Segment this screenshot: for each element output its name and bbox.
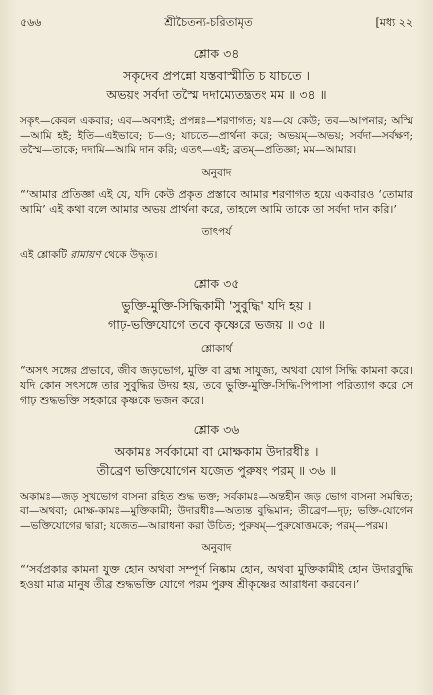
verse-36-line-1: অকামঃ সর্বকামো বা মোক্ষকাম উদারধীঃ । (114, 443, 319, 459)
verse-34-line-1: সকৃদেব প্রপন্নো যস্তবাস্মীতি চ যাচতে । (123, 68, 310, 83)
verse-34-purport-heading: তাৎপর্য (201, 225, 232, 238)
verse-34-line-2: অভয়ং সর্বদা তস্মৈ দদাম্যেতদ্ব্রতং মম ॥ ৩৪ ॥ (106, 87, 327, 102)
running-header (20, 14, 413, 32)
verse-36-translation-heading: অনুবাদ (201, 542, 232, 554)
chapter-marker: [মধ্য ২২ (375, 16, 413, 29)
verse-34-translation: “‘আমার প্রতিজ্ঞা এই যে, যদি কেউ প্রকৃত প্রস্তাবে আমার শরণাগত হয়ে একবারও ‘তোমার আমি’ এই কথা বলে আমার অভয় প্রার্থনা করে, তাহলে আমি তাকে তা সর্বদা দান করি।’ (20, 187, 413, 216)
verse-36 (20, 422, 413, 593)
verse-35-heading: শ্লোক ৩৫ (193, 275, 240, 291)
verse-34-purport: এই শ্লোকটি রামায়ণ থেকে উদ্ধৃত। (20, 248, 158, 261)
verse-34-word-meanings: সকৃৎ—কেবল একবার; এব—অবশ্যই; প্রপন্নঃ—শরণাগত; যঃ—যে কেউ; তব—আপনার; অস্মি—আমি হই; ইতি—এইভাবে; চ—ও; যাচতে—প্রার্থনা করে; অভয়ম্—অভয়; সর্বদা—সর্বক্ষণ; তস্মৈ—তাকে; দদামি—আমি দান করি; এতৎ—এই; ব্রতম্—প্রতিজ্ঞা; মম—আমার। (20, 115, 413, 156)
verse-34-heading: শ্লোক ৩৪ (193, 46, 240, 61)
verse-36-translation: “‘সর্বপ্রকার কামনা যুক্ত হোন অথবা সম্পূর্ণ নিষ্কাম হোন, অথবা মুক্তিকামীই হোন উদারবুদ্ধি হওয়া মাত্র মানুষ তীব্র শুদ্ধভক্তি যোগে পরম পুরুষ শ্রীকৃষ্ণের আরাধনা করবেন।’ (20, 563, 413, 591)
verse-35-line-2: গাঢ়-ভক্তিযোগে তবে কৃষ্ণেরে ভজয় ॥ ৩৫ ॥ (108, 316, 325, 332)
verse-36-line-2: তীব্রেণ ভক্তিযোগেন যজেত পুরুষং পরম্ ॥ ৩৬ ॥ (96, 462, 337, 478)
verse-35-translation-heading: শ্লোকার্থ (200, 342, 233, 355)
verse-35-translation: “অসৎ সঙ্গের প্রভাবে, জীব জড়ভোগ, মুক্তি বা ব্রহ্ম সাযুজ্য, অথবা যোগ সিদ্ধি কামনা করে। যদি কোন সৎসঙ্গে তার সুবুদ্ধির উদয় হয়, তবে ভুক্তি-মুক্তি-সিদ্ধি-পিপাসা পরিত্যাগ করে সে গাঢ় শুদ্ধভক্তি সহকারে কৃষ্ণকে ভজন করে। (20, 363, 413, 407)
verse-36-heading: শ্লোক ৩৬ (193, 421, 240, 437)
page-number: ৫৬৬ (20, 16, 42, 29)
verse-35-line-1: ভুক্তি-মুক্তি-সিদ্ধিকামী 'সুবুদ্ধি' যদি হয় । (121, 297, 312, 313)
verse-35 (20, 276, 413, 408)
verse-34-translation-heading: অনুবাদ (201, 166, 232, 179)
book-title: শ্রীচৈতন্য-চরিতামৃত (164, 15, 253, 29)
verse-34 (20, 46, 413, 262)
purport-source-title: রামায়ণ (70, 248, 101, 261)
verse-36-word-meanings: অকামঃ—জড় সুখভোগ বাসনা রহিত শুদ্ধ ভক্ত; সর্বকামঃ—অন্তহীন জড় ভোগ বাসনা সমন্বিত; বা—অথবা; মোক্ষ-কামঃ—মুক্তিকামী; উদারধীঃ—অত্যন্ত বুদ্ধিমান; তীব্রেণ—দৃঢ়; ভক্তি-যোগেন—ভক্তিযোগের দ্বারা; যজেত—আরাধনা করা উচিত; পুরুষম্—পুরুষোত্তমকে; পরম্—পরম। (20, 490, 413, 532)
